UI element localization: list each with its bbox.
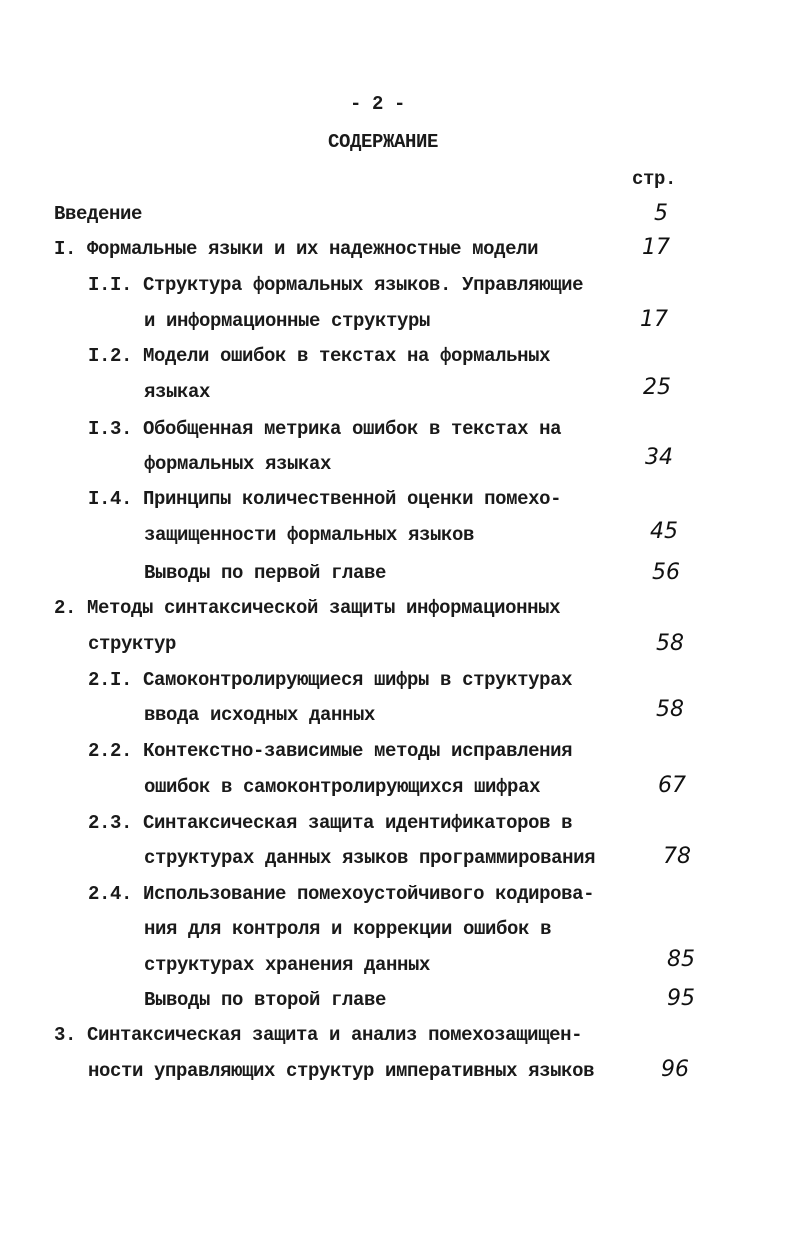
toc-entry-chapter-1: I. Формальные языки и их надежностные модели [54, 238, 539, 260]
toc-entry-chapter-2: 2. Методы синтаксической защиты информационных [54, 597, 561, 619]
toc-entry-section-2-2-cont: ошибок в самоконтролирующихся шифрах [144, 776, 541, 798]
toc-entry-introduction: Введение [54, 203, 143, 225]
toc-entry-chapter-3: 3. Синтаксическая защита и анализ помехозащищен- [54, 1024, 583, 1046]
toc-entry-section-2-3: 2.3. Синтаксическая защита идентификаторов в [88, 812, 573, 834]
toc-page-section-1-4: 45 [650, 519, 678, 544]
toc-page-introduction: 5 [654, 201, 668, 226]
toc-entry-section-2-4-cont-1: ния для контроля и коррекции ошибок в [144, 918, 552, 940]
page-title: СОДЕРЖАНИЕ [328, 131, 439, 153]
toc-page-chapter-1: 17 [642, 235, 670, 260]
toc-entry-section-1-1-cont: и информационные структуры [144, 310, 431, 332]
toc-entry-section-1-3: I.3. Обобщенная метрика ошибок в текстах на [88, 418, 562, 440]
toc-entry-section-1-2-cont: языках [144, 381, 211, 403]
toc-page-section-2-2: 67 [658, 773, 686, 798]
toc-entry-section-1-4: I.4. Принципы количественной оценки помехо- [88, 488, 562, 510]
toc-entry-section-1-2: I.2. Модели ошибок в текстах на формальных [88, 345, 551, 367]
toc-entry-section-2-1-cont: ввода исходных данных [144, 704, 376, 726]
toc-page-section-2-4: 85 [667, 947, 695, 972]
toc-entry-chapter-2-cont: структур [88, 633, 177, 655]
toc-page-section-1-2: 25 [643, 375, 671, 400]
toc-entry-chapter-1-conclusions: Выводы по первой главе [144, 562, 387, 584]
toc-page-section-2-3: 78 [663, 844, 691, 869]
toc-entry-section-2-1: 2.I. Самоконтролирующиеся шифры в структурах [88, 669, 573, 691]
toc-entry-chapter-2-conclusions: Выводы по второй главе [144, 989, 387, 1011]
toc-page-section-1-3: 34 [645, 445, 673, 470]
toc-page-chapter-2-conclusions: 95 [667, 986, 695, 1011]
page-number: - 2 - [350, 93, 406, 115]
toc-entry-chapter-3-cont: ности управляющих структур императивных языков [88, 1060, 595, 1082]
toc-entry-section-1-4-cont: защищенности формальных языков [144, 524, 475, 546]
toc-entry-section-1-1: I.I. Структура формальных языков. Управляющие [88, 274, 584, 296]
toc-entry-section-2-3-cont: структурах данных языков программирования [144, 847, 596, 869]
page-column-label: стр. [632, 168, 677, 190]
toc-entry-section-2-4: 2.4. Использование помехоустойчивого кодирова- [88, 883, 595, 905]
toc-entry-section-1-3-cont: формальных языках [144, 453, 332, 475]
toc-page-chapter-3: 96 [661, 1057, 689, 1082]
toc-page-section-2-1: 58 [656, 697, 684, 722]
toc-entry-section-2-2: 2.2. Контекстно-зависимые методы исправления [88, 740, 573, 762]
toc-page-chapter-1-conclusions: 56 [652, 560, 680, 585]
toc-page-section-1-1: 17 [640, 307, 668, 332]
toc-page-chapter-2: 58 [656, 631, 684, 656]
toc-entry-section-2-4-cont-2: структурах хранения данных [144, 954, 431, 976]
